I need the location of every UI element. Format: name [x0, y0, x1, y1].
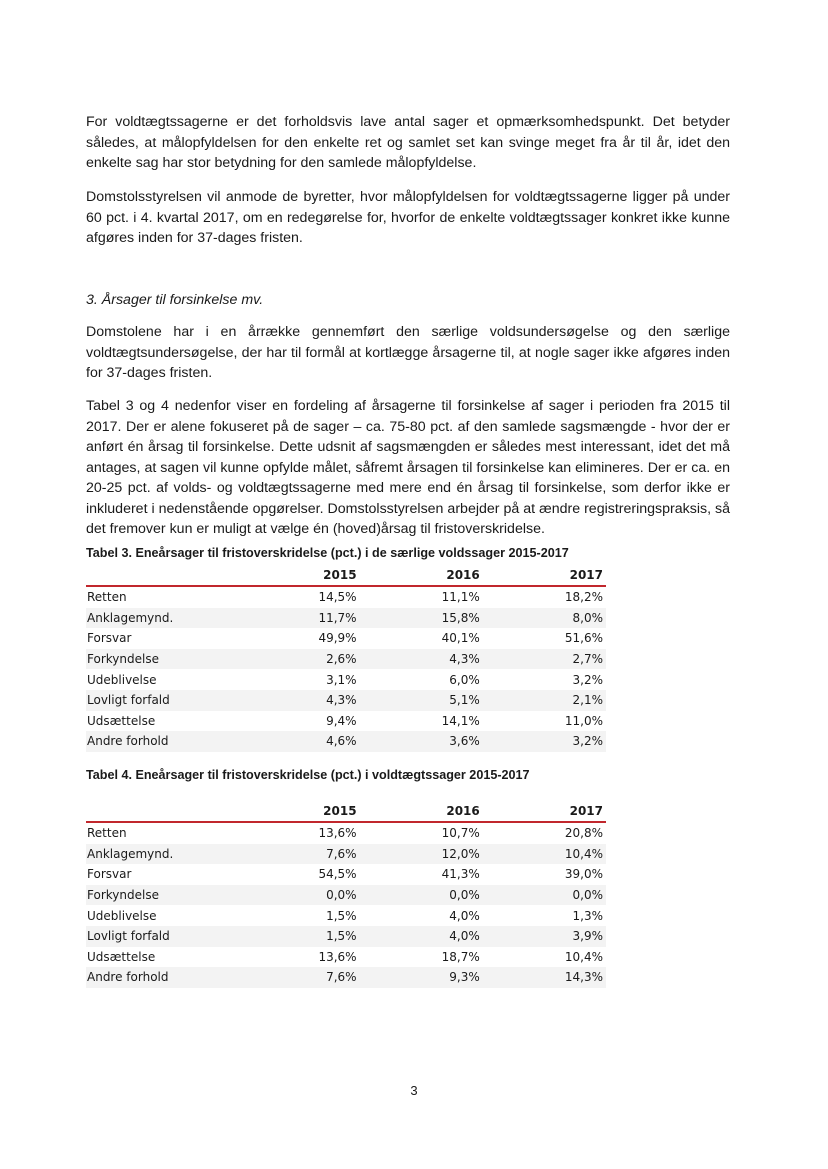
- table-row: [86, 586, 606, 608]
- cell-value: 18,2%: [483, 586, 606, 608]
- table4: [86, 802, 606, 988]
- row-label: Lovligt forfald: [86, 690, 244, 711]
- table3-year: 2015: [244, 566, 360, 586]
- row-label: Anklagemynd.: [86, 844, 244, 865]
- cell-value: 7,6%: [244, 967, 360, 988]
- cell-value: 41,3%: [360, 864, 483, 885]
- table4-year: 2016: [360, 802, 483, 822]
- cell-value: 7,6%: [244, 844, 360, 865]
- row-label: Udsættelse: [86, 711, 244, 732]
- row-label: Udeblivelse: [86, 669, 244, 690]
- cell-value: 15,8%: [360, 608, 483, 629]
- row-label: Forsvar: [86, 628, 244, 649]
- cell-value: 8,0%: [483, 608, 606, 629]
- row-label: Lovligt forfald: [86, 926, 244, 947]
- cell-value: 4,3%: [244, 690, 360, 711]
- table-row: [86, 649, 606, 670]
- paragraph-1: For voldtægtssagerne er det forholdsvis lave antal sager et opmærksomhedspunkt. Det betyder således, at målopfyldelsen for den enkelte ret og samlet set kan svinge meget fra år til år, idet den enkelte sag har stor betydning for den samlede målopfyldelse.: [86, 114, 730, 171]
- row-label: Retten: [86, 586, 244, 608]
- row-label: Udeblivelse: [86, 905, 244, 926]
- cell-value: 4,0%: [360, 926, 483, 947]
- row-label: Forkyndelse: [86, 885, 244, 906]
- cell-value: 2,7%: [483, 649, 606, 670]
- cell-value: 14,5%: [244, 586, 360, 608]
- cell-value: 0,0%: [244, 885, 360, 906]
- table-row: [86, 947, 606, 968]
- cell-value: 39,0%: [483, 864, 606, 885]
- cell-value: 12,0%: [360, 844, 483, 865]
- cell-value: 3,9%: [483, 926, 606, 947]
- table-row: [86, 628, 606, 649]
- cell-value: 4,3%: [360, 649, 483, 670]
- cell-value: 1,3%: [483, 905, 606, 926]
- cell-value: 9,4%: [244, 711, 360, 732]
- table-row: [86, 905, 606, 926]
- table-row: [86, 844, 606, 865]
- cell-value: 10,4%: [483, 947, 606, 968]
- cell-value: 11,1%: [360, 586, 483, 608]
- cell-value: 3,6%: [360, 731, 483, 752]
- cell-value: 11,7%: [244, 608, 360, 629]
- table-row: [86, 690, 606, 711]
- cell-value: 18,7%: [360, 947, 483, 968]
- table-row: [86, 608, 606, 629]
- table3-year: 2016: [360, 566, 483, 586]
- table4-header-row: [86, 802, 606, 822]
- cell-value: 5,1%: [360, 690, 483, 711]
- row-label: Andre forhold: [86, 731, 244, 752]
- cell-value: 51,6%: [483, 628, 606, 649]
- cell-value: 3,2%: [483, 669, 606, 690]
- table4-year: 2015: [244, 802, 360, 822]
- section-heading: 3. Årsager til forsinkelse mv.: [86, 292, 264, 308]
- cell-value: 20,8%: [483, 822, 606, 844]
- table3: [86, 566, 606, 752]
- paragraph-4: Tabel 3 og 4 nedenfor viser en fordeling af årsagerne til forsinkelse af sager i perioden fra 2015 til 2017. Der er alene fokuseret på de sager – ca. 75-80 pct. af den samlede sagsmængde - hvor der er anført én årsag til forsinkelse. Dette udsnit af sagsmængden er således mest interessant, idet det må antages, at sagen vil kunne opfylde målet, såfremt årsagen til forsinkelse kan elimineres. Der er ca. en 20-25 pct. af volds- og voldtægtssagerne med mere end én årsag til forsinkelse, som derfor ikke er inkluderet i nedenstående opgørelser. Domstolsstyrelsen arbejder på at ændre registreringspraksis, så det fremover kun er muligt at vælge én (hoved)årsag til fristoverskridelse.: [86, 398, 730, 537]
- cell-value: 1,5%: [244, 905, 360, 926]
- row-label: Retten: [86, 822, 244, 844]
- cell-value: 13,6%: [244, 947, 360, 968]
- table4-year: 2017: [483, 802, 606, 822]
- table3-header-empty: [86, 566, 244, 586]
- row-label: Anklagemynd.: [86, 608, 244, 629]
- row-label: Andre forhold: [86, 967, 244, 988]
- cell-value: 2,1%: [483, 690, 606, 711]
- row-label: Forkyndelse: [86, 649, 244, 670]
- table-row: [86, 885, 606, 906]
- table-row: [86, 822, 606, 844]
- cell-value: 11,0%: [483, 711, 606, 732]
- table3-header-row: [86, 566, 606, 586]
- cell-value: 4,0%: [360, 905, 483, 926]
- cell-value: 2,6%: [244, 649, 360, 670]
- cell-value: 49,9%: [244, 628, 360, 649]
- table3-title: Tabel 3. Eneårsager til fristoverskridelse (pct.) i de særlige voldssager 2015-2017: [86, 546, 569, 560]
- cell-value: 54,5%: [244, 864, 360, 885]
- cell-value: 13,6%: [244, 822, 360, 844]
- row-label: Forsvar: [86, 864, 244, 885]
- table-row: [86, 926, 606, 947]
- cell-value: 3,1%: [244, 669, 360, 690]
- cell-value: 0,0%: [483, 885, 606, 906]
- table3-year: 2017: [483, 566, 606, 586]
- table-row: [86, 967, 606, 988]
- table-row: [86, 864, 606, 885]
- cell-value: 0,0%: [360, 885, 483, 906]
- paragraph-2: Domstolsstyrelsen vil anmode de byretter, hvor målopfyldelsen for voldtægtssagerne ligger på under 60 pct. i 4. kvartal 2017, om en redegørelse for, hvorfor de enkelte voldtægtssager konkret ikke kunne afgøres inden for 37-dages fristen.: [86, 189, 730, 246]
- cell-value: 3,2%: [483, 731, 606, 752]
- cell-value: 14,1%: [360, 711, 483, 732]
- table-row: [86, 731, 606, 752]
- cell-value: 6,0%: [360, 669, 483, 690]
- table-row: [86, 669, 606, 690]
- page-number: 3: [410, 1083, 418, 1098]
- cell-value: 1,5%: [244, 926, 360, 947]
- row-label: Udsættelse: [86, 947, 244, 968]
- table4-header-empty: [86, 802, 244, 822]
- cell-value: 9,3%: [360, 967, 483, 988]
- cell-value: 10,4%: [483, 844, 606, 865]
- cell-value: 10,7%: [360, 822, 483, 844]
- table-row: [86, 711, 606, 732]
- cell-value: 14,3%: [483, 967, 606, 988]
- table4-title: Tabel 4. Eneårsager til fristoverskridelse (pct.) i voldtægtssager 2015-2017: [86, 768, 530, 782]
- cell-value: 40,1%: [360, 628, 483, 649]
- paragraph-3: Domstolene har i en årrække gennemført den særlige voldsundersøgelse og den særlige voldtægtsundersøgelse, der har til formål at kortlægge årsagerne til, at nogle sager ikke afgøres inden for 37-dages fristen.: [86, 324, 730, 381]
- cell-value: 4,6%: [244, 731, 360, 752]
